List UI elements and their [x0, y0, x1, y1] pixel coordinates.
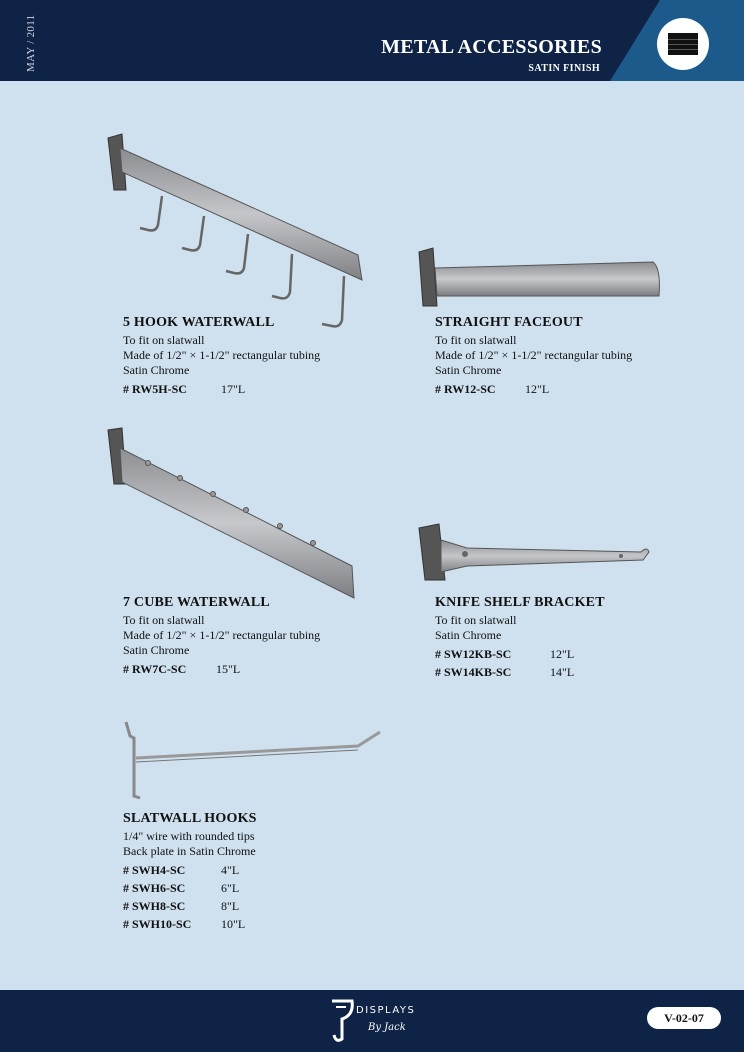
slatwall-hook-image [118, 718, 383, 803]
knife-shelf-bracket-image [415, 522, 660, 584]
product-desc-line: 1/4" wire with rounded tips [123, 829, 255, 843]
page-header [0, 0, 744, 81]
issue-date: MAY / 2011 [25, 14, 37, 72]
product-desc-line: Made of 1/2" × 1-1/2" rectangular tubing [123, 348, 321, 362]
sku-code: # SWH10-SC [123, 917, 192, 931]
product-7-cube-waterwall [123, 595, 320, 678]
logo-text: DISPLAYS [356, 1005, 416, 1016]
sku-code: # SW14KB-SC [435, 665, 512, 679]
page-title: METAL ACCESSORIES [381, 36, 602, 58]
slatwall-panel-icon [668, 33, 698, 55]
sku-length: 10"L [221, 917, 246, 931]
product-name: KNIFE SHELF BRACKET [435, 595, 605, 610]
product-name: STRAIGHT FACEOUT [435, 315, 583, 330]
product-desc-line: To fit on slatwall [123, 613, 205, 627]
seven-cube-waterwall-image [100, 426, 360, 601]
sku-length: 12"L [525, 382, 550, 396]
sku-row [123, 897, 257, 915]
sku-row [123, 660, 320, 678]
product-desc-line: To fit on slatwall [435, 613, 517, 627]
sku-code: # SWH6-SC [123, 881, 186, 895]
sku-code: # SWH8-SC [123, 899, 186, 913]
product-desc-line: Back plate in Satin Chrome [123, 844, 256, 858]
product-straight-faceout [435, 315, 632, 398]
sku-row [435, 645, 605, 663]
page-footer [0, 990, 744, 1052]
product-name: SLATWALL HOOKS [123, 811, 257, 826]
sku-length: 6"L [221, 881, 240, 895]
sku-row [123, 380, 320, 398]
logo-subtext: By Jack [368, 1022, 406, 1033]
straight-faceout-image [415, 246, 665, 316]
sku-row [123, 915, 257, 933]
page-subtitle: SATIN FINISH [528, 63, 600, 74]
sku-row [435, 380, 632, 398]
product-desc-line: To fit on slatwall [123, 333, 205, 347]
product-name: 7 CUBE WATERWALL [123, 595, 270, 610]
sku-length: 14"L [550, 665, 575, 679]
jack-logo-mark-icon [326, 995, 356, 1047]
sku-length: 4"L [221, 863, 240, 877]
sku-code: # RW7C-SC [123, 662, 187, 676]
product-desc-line: Made of 1/2" × 1-1/2" rectangular tubing [123, 628, 321, 642]
product-desc-line: To fit on slatwall [435, 333, 517, 347]
sku-length: 8"L [221, 899, 240, 913]
product-desc-line: Satin Chrome [435, 628, 502, 642]
sku-row [123, 879, 257, 897]
sku-code: # SW12KB-SC [435, 647, 512, 661]
sku-row [123, 861, 257, 879]
sku-code: # RW12-SC [435, 382, 496, 396]
product-desc-line: Made of 1/2" × 1-1/2" rectangular tubing [435, 348, 633, 362]
product-desc-line: Satin Chrome [435, 363, 502, 377]
sku-code: # SWH4-SC [123, 863, 186, 877]
product-desc-line: Satin Chrome [123, 363, 190, 377]
brand-logo [326, 995, 421, 1047]
section-badge [657, 18, 709, 70]
product-name: 5 HOOK WATERWALL [123, 315, 275, 330]
page-number: V-02-07 [647, 1007, 721, 1029]
sku-row [435, 663, 605, 681]
product-slatwall-hooks [123, 811, 257, 933]
product-desc-line: Satin Chrome [123, 643, 190, 657]
product-knife-shelf-bracket [435, 595, 605, 681]
sku-length: 15"L [216, 662, 241, 676]
sku-length: 17"L [221, 382, 246, 396]
sku-code: # RW5H-SC [123, 382, 187, 396]
product-5-hook-waterwall [123, 315, 320, 398]
sku-length: 12"L [550, 647, 575, 661]
five-hook-waterwall-image [100, 130, 380, 330]
